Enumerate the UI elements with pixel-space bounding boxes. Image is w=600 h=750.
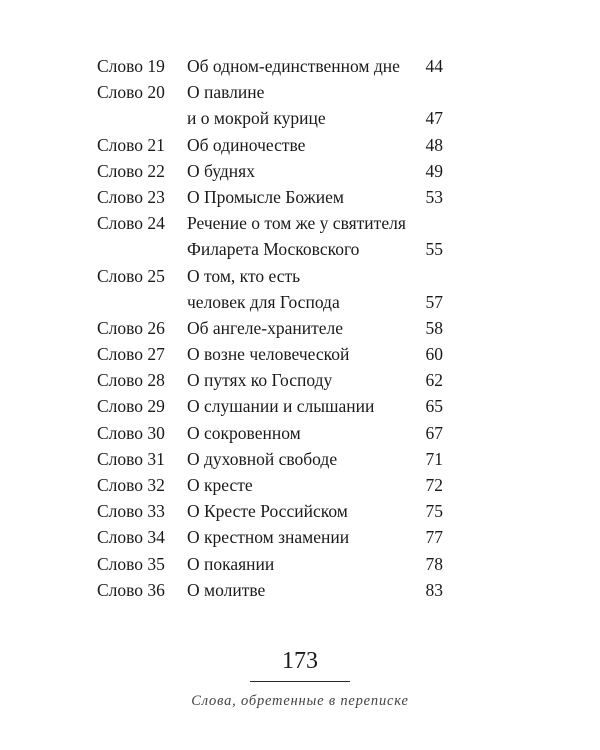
toc-entry-page: 47 <box>425 108 443 129</box>
toc-entry-number: Слово 19 <box>97 56 165 76</box>
toc-entry-number: Слово 33 <box>97 501 165 522</box>
toc-row <box>0 420 600 446</box>
toc-entry-page: 77 <box>425 527 443 548</box>
toc-entry-page: 55 <box>425 239 443 260</box>
toc-entry-page: 62 <box>425 370 443 391</box>
toc-row <box>0 105 600 131</box>
toc-entry-page: 57 <box>425 291 443 312</box>
toc-row <box>0 184 600 210</box>
toc-entry-page: 49 <box>425 160 443 181</box>
toc-row <box>0 341 600 367</box>
toc-row <box>0 577 600 603</box>
toc-row <box>0 289 600 315</box>
table-of-contents <box>0 53 600 603</box>
toc-entry-title: О павлине <box>187 82 265 103</box>
toc-entry-title: человек для Господа <box>187 291 340 312</box>
toc-entry-title: О крестном знамении <box>187 527 350 548</box>
toc-entry-number: Слово 31 <box>97 448 165 469</box>
toc-entry-title: Об одиночестве <box>187 134 306 155</box>
toc-entry-page: 71 <box>425 448 443 469</box>
toc-entry-number: Слово 20 <box>97 82 165 103</box>
toc-entry-page: 58 <box>425 317 443 338</box>
toc-entry-number: Слово 22 <box>97 160 165 181</box>
toc-entry-number: Слово 32 <box>97 475 165 495</box>
toc-entry-page: 83 <box>425 579 443 600</box>
toc-entry-page: 48 <box>425 134 443 155</box>
running-title: Слова, обретенные в переписке <box>191 693 409 709</box>
toc-entry-title: О Промысле Божием <box>187 186 344 207</box>
toc-entry-title: и о мокрой курице <box>187 108 326 129</box>
toc-entry-page: 53 <box>425 186 443 207</box>
toc-entry-title: О возне человеческой <box>187 344 350 365</box>
toc-entry-number: Слово 23 <box>97 186 165 207</box>
toc-entry-title: О слушании и слышании <box>187 396 375 417</box>
toc-row <box>0 524 600 550</box>
toc-row <box>0 498 600 524</box>
toc-entry-number: Слово 30 <box>97 422 165 443</box>
toc-entry-title: Речение о том же у святителя <box>187 213 406 234</box>
toc-entry-number: Слово 36 <box>97 579 165 600</box>
toc-entry-page: 67 <box>425 422 443 443</box>
toc-row <box>0 210 600 236</box>
page-number: 173 <box>282 648 318 674</box>
toc-row <box>0 236 600 262</box>
toc-entry-number: Слово 21 <box>97 134 165 155</box>
toc-row <box>0 551 600 577</box>
toc-entry-title: О кресте <box>187 475 253 495</box>
toc-row <box>0 472 600 498</box>
toc-entry-title: Об ангеле-хранителе <box>187 317 344 338</box>
toc-row <box>0 53 600 79</box>
page-number-underline <box>250 681 350 682</box>
toc-entry-number: Слово 26 <box>97 317 165 338</box>
toc-entry-number: Слово 25 <box>97 265 165 286</box>
toc-entry-title: О сокровенном <box>187 422 301 443</box>
toc-entry-title: Об одном-единственном дне <box>187 56 400 76</box>
toc-entry-number: Слово 34 <box>97 527 165 548</box>
toc-entry-page: 75 <box>425 501 443 522</box>
toc-row <box>0 132 600 158</box>
toc-entry-title: О молитве <box>187 579 266 600</box>
toc-entry-page: 44 <box>425 56 443 76</box>
toc-entry-page: 65 <box>425 396 443 417</box>
toc-row <box>0 79 600 105</box>
toc-entry-page: 60 <box>425 344 443 365</box>
toc-entry-title: О покаянии <box>187 553 275 574</box>
toc-entry-title: О Кресте Российском <box>187 501 348 522</box>
toc-entry-title: О духовной свободе <box>187 448 338 469</box>
toc-entry-page: 72 <box>425 475 443 495</box>
toc-row <box>0 158 600 184</box>
toc-row <box>0 315 600 341</box>
toc-entry-page: 78 <box>425 553 443 574</box>
toc-entry-title: О путях ко Господу <box>187 370 333 391</box>
toc-entry-number: Слово 27 <box>97 344 165 365</box>
toc-row <box>0 393 600 419</box>
toc-row <box>0 367 600 393</box>
toc-entry-number: Слово 24 <box>97 213 165 234</box>
toc-entry-number: Слово 28 <box>97 370 165 391</box>
toc-entry-title: Филарета Московского <box>187 239 360 260</box>
toc-row <box>0 446 600 472</box>
toc-entry-number: Слово 35 <box>97 553 165 574</box>
toc-entry-title: О том, кто есть <box>187 265 301 286</box>
toc-entry-title: О буднях <box>187 160 255 181</box>
toc-entry-number: Слово 29 <box>97 396 165 417</box>
toc-row <box>0 263 600 289</box>
